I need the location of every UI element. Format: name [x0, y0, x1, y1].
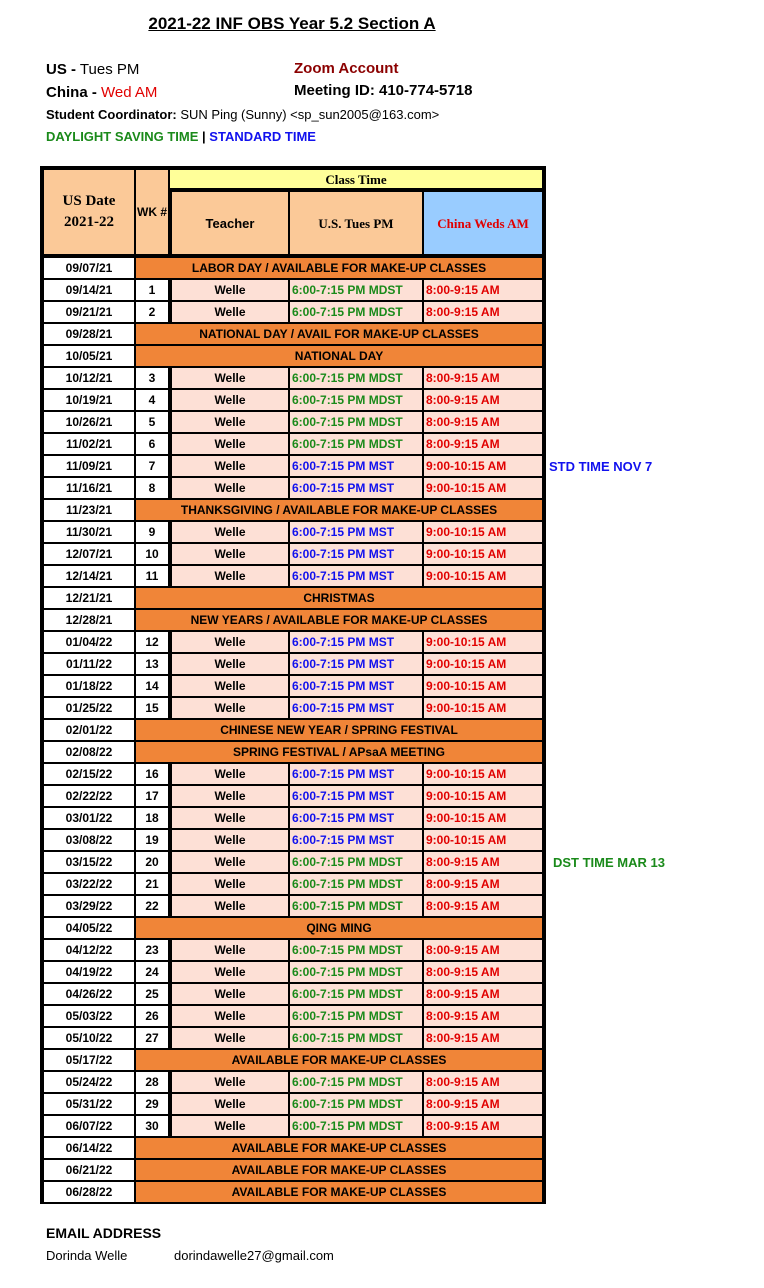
row-week: 28 — [136, 1072, 168, 1092]
row-us-time: 6:00-7:15 PM MDST — [290, 896, 422, 916]
row-date: 02/22/22 — [44, 786, 134, 806]
header-class-time: Class Time — [170, 170, 542, 188]
time-legend — [46, 129, 316, 144]
row-teacher: Welle — [172, 478, 288, 498]
row-china-time: 9:00-10:15 AM — [424, 808, 542, 828]
row-date: 02/08/22 — [44, 742, 134, 762]
schedule-table — [40, 166, 546, 1204]
row-china-time: 8:00-9:15 AM — [424, 984, 542, 1004]
row-week: 3 — [136, 368, 168, 388]
row-event: CHRISTMAS — [136, 588, 542, 608]
row-week: 23 — [136, 940, 168, 960]
row-date: 04/05/22 — [44, 918, 134, 938]
row-us-time: 6:00-7:15 PM MDST — [290, 852, 422, 872]
row-us-time: 6:00-7:15 PM MDST — [290, 940, 422, 960]
row-china-time: 8:00-9:15 AM — [424, 940, 542, 960]
row-date: 06/14/22 — [44, 1138, 134, 1158]
row-teacher: Welle — [172, 874, 288, 894]
row-event: NATIONAL DAY — [136, 346, 542, 366]
dst-change-note: DST TIME MAR 13 — [553, 855, 665, 870]
row-teacher: Welle — [172, 566, 288, 586]
row-china-time: 9:00-10:15 AM — [424, 478, 542, 498]
row-date: 09/07/21 — [44, 258, 134, 278]
row-date: 06/28/22 — [44, 1182, 134, 1202]
row-teacher: Welle — [172, 1116, 288, 1136]
row-us-time: 6:00-7:15 PM MST — [290, 456, 422, 476]
row-date: 09/14/21 — [44, 280, 134, 300]
row-teacher: Welle — [172, 1094, 288, 1114]
row-date: 06/21/22 — [44, 1160, 134, 1180]
row-china-time: 8:00-9:15 AM — [424, 390, 542, 410]
row-event: AVAILABLE FOR MAKE-UP CLASSES — [136, 1138, 542, 1158]
row-us-time: 6:00-7:15 PM MDST — [290, 412, 422, 432]
row-teacher: Welle — [172, 654, 288, 674]
row-week: 17 — [136, 786, 168, 806]
row-teacher: Welle — [172, 830, 288, 850]
row-teacher: Welle — [172, 852, 288, 872]
row-date: 02/01/22 — [44, 720, 134, 740]
row-date: 05/24/22 — [44, 1072, 134, 1092]
row-teacher: Welle — [172, 698, 288, 718]
row-china-time: 9:00-10:15 AM — [424, 764, 542, 784]
row-week: 25 — [136, 984, 168, 1004]
row-teacher: Welle — [172, 1006, 288, 1026]
row-date: 01/18/22 — [44, 676, 134, 696]
row-teacher: Welle — [172, 522, 288, 542]
row-us-time: 6:00-7:15 PM MDST — [290, 1006, 422, 1026]
row-week: 4 — [136, 390, 168, 410]
row-date: 12/28/21 — [44, 610, 134, 630]
row-china-time: 8:00-9:15 AM — [424, 962, 542, 982]
row-week: 12 — [136, 632, 168, 652]
row-week: 1 — [136, 280, 168, 300]
header-us-date-line1: US Date — [62, 193, 116, 209]
row-us-time: 6:00-7:15 PM MDST — [290, 874, 422, 894]
row-china-time: 9:00-10:15 AM — [424, 698, 542, 718]
row-us-time: 6:00-7:15 PM MDST — [290, 962, 422, 982]
row-week: 15 — [136, 698, 168, 718]
row-date: 01/11/22 — [44, 654, 134, 674]
row-date: 11/16/21 — [44, 478, 134, 498]
row-china-time: 8:00-9:15 AM — [424, 280, 542, 300]
row-us-time: 6:00-7:15 PM MDST — [290, 984, 422, 1004]
row-date: 05/03/22 — [44, 1006, 134, 1026]
row-date: 12/21/21 — [44, 588, 134, 608]
us-label: US - — [46, 61, 76, 78]
row-us-time: 6:00-7:15 PM MDST — [290, 1116, 422, 1136]
row-teacher: Welle — [172, 368, 288, 388]
contact-email[interactable]: dorindawelle27@gmail.com — [174, 1248, 334, 1263]
row-event: SPRING FESTIVAL / APsaA MEETING — [136, 742, 542, 762]
row-date: 05/31/22 — [44, 1094, 134, 1114]
row-date: 03/22/22 — [44, 874, 134, 894]
row-teacher: Welle — [172, 786, 288, 806]
row-date: 03/08/22 — [44, 830, 134, 850]
us-value: Tues PM — [79, 61, 140, 78]
row-china-time: 8:00-9:15 AM — [424, 874, 542, 894]
row-us-time: 6:00-7:15 PM MDST — [290, 280, 422, 300]
row-china-time: 8:00-9:15 AM — [424, 434, 542, 454]
contact-name: Dorinda Welle — [46, 1248, 128, 1263]
header-us-date — [44, 170, 134, 254]
row-date: 10/12/21 — [44, 368, 134, 388]
row-date: 01/25/22 — [44, 698, 134, 718]
header-week: WK # — [136, 170, 168, 254]
row-week: 6 — [136, 434, 168, 454]
row-china-time: 8:00-9:15 AM — [424, 896, 542, 916]
coordinator-value: SUN Ping (Sunny) <sp_sun2005@163.com> — [180, 107, 440, 122]
std-legend: STANDARD TIME — [209, 129, 316, 144]
row-china-time: 8:00-9:15 AM — [424, 852, 542, 872]
row-week: 2 — [136, 302, 168, 322]
row-china-time: 8:00-9:15 AM — [424, 1072, 542, 1092]
row-us-time: 6:00-7:15 PM MST — [290, 764, 422, 784]
row-date: 12/14/21 — [44, 566, 134, 586]
row-event: LABOR DAY / AVAILABLE FOR MAKE-UP CLASSES — [136, 258, 542, 278]
row-us-time: 6:00-7:15 PM MST — [290, 632, 422, 652]
row-china-time: 8:00-9:15 AM — [424, 1094, 542, 1114]
header-us-date-line2: 2021-22 — [64, 214, 114, 230]
row-date: 05/17/22 — [44, 1050, 134, 1070]
row-china-time: 9:00-10:15 AM — [424, 456, 542, 476]
row-teacher: Welle — [172, 412, 288, 432]
row-us-time: 6:00-7:15 PM MST — [290, 522, 422, 542]
header-teacher: Teacher — [172, 192, 288, 254]
row-china-time: 9:00-10:15 AM — [424, 522, 542, 542]
row-china-time: 9:00-10:15 AM — [424, 566, 542, 586]
row-us-time: 6:00-7:15 PM MST — [290, 566, 422, 586]
china-value: Wed AM — [101, 84, 158, 101]
row-week: 9 — [136, 522, 168, 542]
email-heading: EMAIL ADDRESS — [46, 1225, 162, 1241]
row-event: THANKSGIVING / AVAILABLE FOR MAKE-UP CLASSES — [136, 500, 542, 520]
row-china-time: 9:00-10:15 AM — [424, 676, 542, 696]
row-china-time: 8:00-9:15 AM — [424, 368, 542, 388]
row-date: 01/04/22 — [44, 632, 134, 652]
row-date: 04/12/22 — [44, 940, 134, 960]
row-date: 11/30/21 — [44, 522, 134, 542]
row-us-time: 6:00-7:15 PM MDST — [290, 1094, 422, 1114]
row-week: 29 — [136, 1094, 168, 1114]
row-teacher: Welle — [172, 676, 288, 696]
row-week: 8 — [136, 478, 168, 498]
row-date: 04/19/22 — [44, 962, 134, 982]
row-us-time: 6:00-7:15 PM MDST — [290, 1028, 422, 1048]
row-event: CHINESE NEW YEAR / SPRING FESTIVAL — [136, 720, 542, 740]
row-week: 20 — [136, 852, 168, 872]
row-date: 12/07/21 — [44, 544, 134, 564]
row-us-time: 6:00-7:15 PM MST — [290, 478, 422, 498]
legend-separator: | — [202, 129, 206, 144]
row-china-time: 8:00-9:15 AM — [424, 1116, 542, 1136]
dst-legend: DAYLIGHT SAVING TIME — [46, 129, 199, 144]
row-us-time: 6:00-7:15 PM MDST — [290, 1072, 422, 1092]
china-label: China - — [46, 84, 97, 101]
row-week: 13 — [136, 654, 168, 674]
row-teacher: Welle — [172, 808, 288, 828]
row-event: AVAILABLE FOR MAKE-UP CLASSES — [136, 1160, 542, 1180]
row-event: AVAILABLE FOR MAKE-UP CLASSES — [136, 1182, 542, 1202]
row-teacher: Welle — [172, 632, 288, 652]
row-week: 10 — [136, 544, 168, 564]
row-us-time: 6:00-7:15 PM MST — [290, 698, 422, 718]
row-us-time: 6:00-7:15 PM MST — [290, 808, 422, 828]
row-teacher: Welle — [172, 434, 288, 454]
row-date: 09/28/21 — [44, 324, 134, 344]
row-us-time: 6:00-7:15 PM MST — [290, 654, 422, 674]
row-week: 14 — [136, 676, 168, 696]
row-date: 11/02/21 — [44, 434, 134, 454]
row-date: 04/26/22 — [44, 984, 134, 1004]
row-teacher: Welle — [172, 544, 288, 564]
row-us-time: 6:00-7:15 PM MST — [290, 830, 422, 850]
row-teacher: Welle — [172, 764, 288, 784]
row-teacher: Welle — [172, 1028, 288, 1048]
row-week: 16 — [136, 764, 168, 784]
page-title: 2021-22 INF OBS Year 5.2 Section A — [148, 14, 436, 33]
row-date: 10/19/21 — [44, 390, 134, 410]
row-teacher: Welle — [172, 390, 288, 410]
row-date: 03/01/22 — [44, 808, 134, 828]
row-date: 03/29/22 — [44, 896, 134, 916]
student-coordinator — [46, 107, 439, 122]
row-china-time: 9:00-10:15 AM — [424, 632, 542, 652]
row-event: AVAILABLE FOR MAKE-UP CLASSES — [136, 1050, 542, 1070]
row-china-time: 9:00-10:15 AM — [424, 830, 542, 850]
row-us-time: 6:00-7:15 PM MST — [290, 676, 422, 696]
std-change-note: STD TIME NOV 7 — [549, 459, 653, 474]
row-event: NEW YEARS / AVAILABLE FOR MAKE-UP CLASSES — [136, 610, 542, 630]
row-week: 19 — [136, 830, 168, 850]
row-week: 27 — [136, 1028, 168, 1048]
row-teacher: Welle — [172, 302, 288, 322]
row-teacher: Welle — [172, 280, 288, 300]
row-date: 11/09/21 — [44, 456, 134, 476]
row-date: 10/05/21 — [44, 346, 134, 366]
row-china-time: 9:00-10:15 AM — [424, 544, 542, 564]
row-week: 18 — [136, 808, 168, 828]
row-week: 26 — [136, 1006, 168, 1026]
meeting-id: Meeting ID: 410-774-5718 — [294, 82, 473, 99]
row-teacher: Welle — [172, 1072, 288, 1092]
row-week: 7 — [136, 456, 168, 476]
row-event: QING MING — [136, 918, 542, 938]
row-us-time: 6:00-7:15 PM MDST — [290, 302, 422, 322]
row-china-time: 9:00-10:15 AM — [424, 786, 542, 806]
row-us-time: 6:00-7:15 PM MST — [290, 544, 422, 564]
row-china-time: 8:00-9:15 AM — [424, 412, 542, 432]
row-us-time: 6:00-7:15 PM MDST — [290, 368, 422, 388]
row-date: 09/21/21 — [44, 302, 134, 322]
row-us-time: 6:00-7:15 PM MDST — [290, 390, 422, 410]
row-us-time: 6:00-7:15 PM MST — [290, 786, 422, 806]
row-china-time: 8:00-9:15 AM — [424, 302, 542, 322]
row-teacher: Welle — [172, 984, 288, 1004]
row-week: 24 — [136, 962, 168, 982]
row-date: 11/23/21 — [44, 500, 134, 520]
row-teacher: Welle — [172, 456, 288, 476]
row-china-time: 9:00-10:15 AM — [424, 654, 542, 674]
row-event: NATIONAL DAY / AVAIL FOR MAKE-UP CLASSES — [136, 324, 542, 344]
coordinator-label: Student Coordinator: — [46, 107, 177, 122]
row-china-time: 8:00-9:15 AM — [424, 1006, 542, 1026]
row-week: 30 — [136, 1116, 168, 1136]
row-teacher: Welle — [172, 896, 288, 916]
row-date: 10/26/21 — [44, 412, 134, 432]
row-us-time: 6:00-7:15 PM MDST — [290, 434, 422, 454]
row-date: 02/15/22 — [44, 764, 134, 784]
row-date: 03/15/22 — [44, 852, 134, 872]
us-schedule-line — [46, 61, 139, 78]
header-us-time: U.S. Tues PM — [290, 192, 422, 254]
row-week: 22 — [136, 896, 168, 916]
china-schedule-line — [46, 84, 157, 101]
row-date: 05/10/22 — [44, 1028, 134, 1048]
row-teacher: Welle — [172, 962, 288, 982]
zoom-account-label: Zoom Account — [294, 60, 399, 77]
row-week: 5 — [136, 412, 168, 432]
row-china-time: 8:00-9:15 AM — [424, 1028, 542, 1048]
row-date: 06/07/22 — [44, 1116, 134, 1136]
row-week: 11 — [136, 566, 168, 586]
row-teacher: Welle — [172, 940, 288, 960]
row-week: 21 — [136, 874, 168, 894]
header-china-time: China Weds AM — [424, 192, 542, 254]
